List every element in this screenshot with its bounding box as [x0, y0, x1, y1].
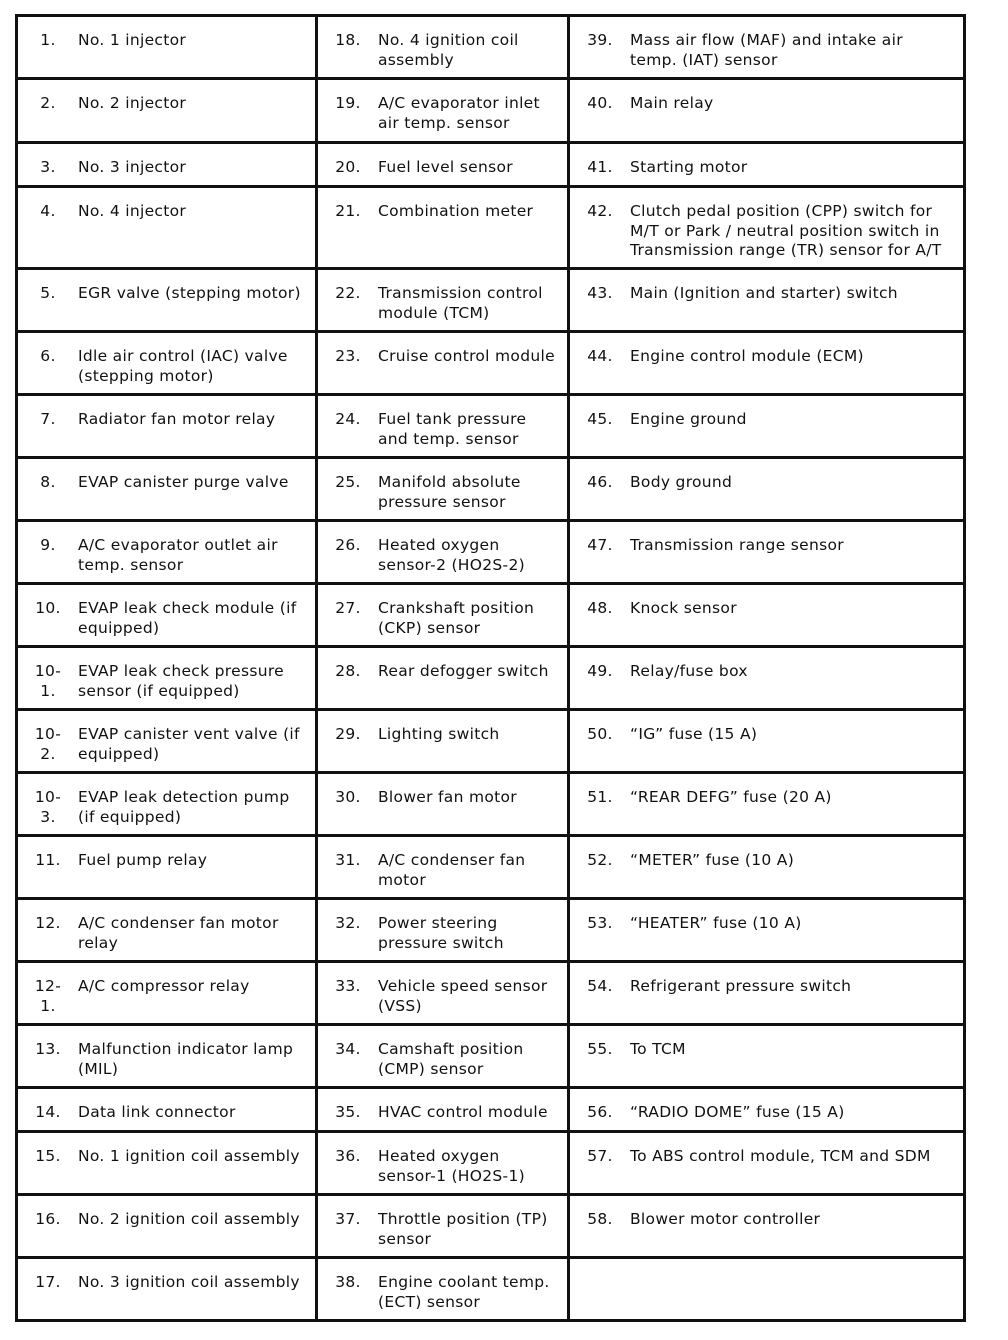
table-row: [17, 187, 965, 269]
legend-number: 57.: [587, 1147, 613, 1165]
legend-entry: [18, 900, 315, 953]
legend-entry: [570, 522, 963, 556]
legend-entry: [570, 963, 963, 997]
legend-entry: [318, 1089, 567, 1123]
legend-entry: [318, 900, 567, 953]
legend-number: 9.: [40, 536, 56, 554]
legend-cell: [569, 269, 965, 332]
legend-entry: [18, 1133, 315, 1167]
legend-entry: [318, 963, 567, 1016]
legend-label: Manifold absolute pressure sensor: [378, 473, 521, 511]
legend-entry: [318, 17, 567, 70]
legend-number: 47.: [587, 536, 613, 554]
table-row: [17, 1025, 965, 1088]
legend-cell: [17, 1025, 317, 1088]
legend-number: 28.: [335, 662, 361, 680]
legend-cell: [17, 79, 317, 143]
legend-entry: [18, 648, 315, 701]
legend-number: 18.: [335, 31, 361, 49]
legend-cell: [569, 458, 965, 521]
table-row: [17, 962, 965, 1025]
legend-label: Main (Ignition and starter) switch: [630, 284, 898, 302]
legend-label: Cruise control module: [378, 347, 555, 365]
legend-entry: [18, 270, 315, 304]
legend-label: EVAP leak check module (if equipped): [78, 599, 297, 637]
legend-number: 39.: [587, 31, 613, 49]
legend-label: Power steering pressure switch: [378, 914, 504, 952]
legend-label: A/C evaporator inlet air temp. sensor: [378, 94, 540, 132]
legend-label: Rear defogger switch: [378, 662, 549, 680]
legend-cell: [17, 584, 317, 647]
table-row: [17, 1258, 965, 1321]
legend-entry: [18, 1026, 315, 1079]
legend-number: 15.: [35, 1147, 61, 1165]
legend-number: 5.: [40, 284, 56, 302]
legend-entry: [318, 188, 567, 222]
legend-cell: [569, 647, 965, 710]
legend-table-body: [17, 16, 965, 1321]
legend-label: Engine coolant temp. (ECT) sensor: [378, 1273, 550, 1311]
legend-cell: [569, 1258, 965, 1321]
legend-entry: [570, 396, 963, 430]
legend-label: “METER” fuse (10 A): [630, 851, 795, 869]
legend-entry: [570, 1196, 963, 1230]
legend-label: Fuel tank pressure and temp. sensor: [378, 410, 527, 448]
legend-entry: [570, 1089, 963, 1123]
legend-number: 52.: [587, 851, 613, 869]
table-row: [17, 1088, 965, 1132]
legend-cell: [17, 773, 317, 836]
table-row: [17, 1132, 965, 1195]
legend-label: Camshaft position (CMP) sensor: [378, 1040, 524, 1078]
legend-cell: [317, 710, 569, 773]
legend-number: 16.: [35, 1210, 61, 1228]
table-row: [17, 521, 965, 584]
table-row: [17, 584, 965, 647]
legend-label: Radiator fan motor relay: [78, 410, 276, 428]
legend-cell: [17, 16, 317, 79]
legend-label: Combination meter: [378, 202, 534, 220]
table-row: [17, 773, 965, 836]
legend-label: Relay/fuse box: [630, 662, 748, 680]
legend-number: 10- 2.: [34, 725, 62, 763]
legend-number: 4.: [40, 202, 56, 220]
legend-entry: [318, 1026, 567, 1079]
legend-number: 49.: [587, 662, 613, 680]
legend-number: 21.: [335, 202, 361, 220]
table-row: [17, 16, 965, 79]
legend-label: “RADIO DOME” fuse (15 A): [630, 1103, 845, 1121]
legend-entry: [318, 270, 567, 323]
legend-cell: [17, 332, 317, 395]
legend-cell: [317, 1195, 569, 1258]
legend-number: 30.: [335, 788, 361, 806]
legend-cell: [317, 143, 569, 187]
legend-cell: [569, 395, 965, 458]
legend-label: Heated oxygen sensor-1 (HO2S-1): [378, 1147, 525, 1185]
legend-number: 13.: [35, 1040, 61, 1058]
table-row: [17, 332, 965, 395]
legend-label: HVAC control module: [378, 1103, 548, 1121]
legend-number: 12.: [35, 914, 61, 932]
legend-entry: [318, 1259, 567, 1312]
legend-entry: [18, 837, 315, 871]
legend-label: Malfunction indicator lamp (MIL): [78, 1040, 294, 1078]
legend-cell: [317, 332, 569, 395]
legend-number: 44.: [587, 347, 613, 365]
legend-cell: [17, 458, 317, 521]
legend-number: 34.: [335, 1040, 361, 1058]
legend-number: 20.: [335, 158, 361, 176]
legend-number: 25.: [335, 473, 361, 491]
legend-entry: [318, 774, 567, 808]
legend-number: 46.: [587, 473, 613, 491]
legend-entry: [570, 711, 963, 745]
table-row: [17, 269, 965, 332]
legend-number: 22.: [335, 284, 361, 302]
legend-cell: [317, 1132, 569, 1195]
legend-entry: [570, 837, 963, 871]
legend-entry: [318, 1196, 567, 1249]
legend-entry: [18, 80, 315, 114]
legend-cell: [317, 962, 569, 1025]
legend-label: “IG” fuse (15 A): [630, 725, 758, 743]
legend-label: A/C condenser fan motor: [378, 851, 526, 889]
legend-entry: [570, 1133, 963, 1167]
legend-entry: [570, 80, 963, 114]
table-row: [17, 899, 965, 962]
legend-entry: [570, 144, 963, 178]
legend-label: No. 2 injector: [78, 94, 187, 112]
table-row: [17, 1195, 965, 1258]
legend-label: “HEATER” fuse (10 A): [630, 914, 802, 932]
legend-number: 56.: [587, 1103, 613, 1121]
legend-label: No. 4 injector: [78, 202, 187, 220]
legend-number: 40.: [587, 94, 613, 112]
legend-label: No. 3 injector: [78, 158, 187, 176]
legend-number: 26.: [335, 536, 361, 554]
legend-label: Mass air flow (MAF) and intake air temp. (IAT) sensor: [630, 31, 903, 69]
legend-cell: [17, 836, 317, 899]
legend-cell: [17, 899, 317, 962]
legend-label: Fuel level sensor: [378, 158, 513, 176]
legend-entry: [18, 144, 315, 178]
legend-number: 51.: [587, 788, 613, 806]
legend-entry: [318, 144, 567, 178]
legend-cell: [569, 836, 965, 899]
legend-number: 24.: [335, 410, 361, 428]
legend-label: No. 3 ignition coil assembly: [78, 1273, 300, 1291]
legend-number: 1.: [40, 31, 56, 49]
legend-cell: [317, 1025, 569, 1088]
legend-label: Starting motor: [630, 158, 748, 176]
legend-number: 12- 1.: [34, 977, 62, 1015]
legend-cell: [317, 584, 569, 647]
legend-label: No. 1 injector: [78, 31, 187, 49]
legend-number: 6.: [40, 347, 56, 365]
component-legend-table: [15, 14, 966, 1322]
legend-entry: [570, 270, 963, 304]
table-row: [17, 458, 965, 521]
legend-cell: [569, 16, 965, 79]
legend-cell: [569, 1195, 965, 1258]
legend-label: A/C condenser fan motor relay: [78, 914, 279, 952]
legend-number: 23.: [335, 347, 361, 365]
legend-label: Crankshaft position (CKP) sensor: [378, 599, 535, 637]
legend-number: 54.: [587, 977, 613, 995]
legend-entry: [18, 1259, 315, 1293]
legend-cell: [569, 1025, 965, 1088]
legend-label: Transmission control module (TCM): [378, 284, 543, 322]
legend-cell: [17, 962, 317, 1025]
legend-cell: [569, 1132, 965, 1195]
legend-label: No. 1 ignition coil assembly: [78, 1147, 300, 1165]
legend-cell: [17, 395, 317, 458]
legend-cell: [569, 79, 965, 143]
legend-entry: [570, 774, 963, 808]
legend-label: Engine ground: [630, 410, 747, 428]
legend-cell: [317, 521, 569, 584]
legend-number: 33.: [335, 977, 361, 995]
legend-label: Lighting switch: [378, 725, 500, 743]
legend-label: EVAP leak check pressure sensor (if equipped): [78, 662, 284, 700]
legend-cell: [17, 1088, 317, 1132]
legend-cell: [317, 899, 569, 962]
table-row: [17, 143, 965, 187]
legend-cell: [17, 1132, 317, 1195]
legend-cell: [17, 269, 317, 332]
legend-entry: [18, 1196, 315, 1230]
table-row: [17, 647, 965, 710]
legend-number: 58.: [587, 1210, 613, 1228]
legend-entry: [18, 459, 315, 493]
legend-label: To TCM: [630, 1040, 686, 1058]
legend-cell: [569, 143, 965, 187]
legend-label: No. 4 ignition coil assembly: [378, 31, 519, 69]
legend-number: 55.: [587, 1040, 613, 1058]
legend-cell: [569, 187, 965, 269]
legend-cell: [17, 187, 317, 269]
table-row: [17, 836, 965, 899]
legend-cell: [317, 1088, 569, 1132]
legend-entry: [18, 188, 315, 222]
legend-entry: [570, 459, 963, 493]
legend-entry: [318, 837, 567, 890]
legend-number: 19.: [335, 94, 361, 112]
legend-entry: [18, 711, 315, 764]
legend-label: Blower motor controller: [630, 1210, 821, 1228]
legend-cell: [317, 79, 569, 143]
legend-cell: [17, 1195, 317, 1258]
legend-entry: [318, 396, 567, 449]
legend-entry: [570, 188, 963, 261]
legend-entry: [18, 774, 315, 827]
legend-number: 50.: [587, 725, 613, 743]
legend-entry: [318, 585, 567, 638]
legend-cell: [569, 710, 965, 773]
legend-number: 7.: [40, 410, 56, 428]
legend-entry: [318, 711, 567, 745]
legend-cell: [17, 647, 317, 710]
legend-entry: [570, 1259, 963, 1273]
legend-number: 2.: [40, 94, 56, 112]
legend-entry: [570, 585, 963, 619]
legend-entry: [318, 333, 567, 367]
legend-label: Heated oxygen sensor-2 (HO2S-2): [378, 536, 525, 574]
legend-cell: [317, 16, 569, 79]
legend-cell: [317, 187, 569, 269]
legend-cell: [569, 962, 965, 1025]
legend-cell: [17, 1258, 317, 1321]
legend-number: 31.: [335, 851, 361, 869]
legend-label: Throttle position (TP) sensor: [378, 1210, 548, 1248]
legend-number: 27.: [335, 599, 361, 617]
legend-cell: [317, 458, 569, 521]
legend-label: Vehicle speed sensor (VSS): [378, 977, 548, 1015]
legend-entry: [18, 522, 315, 575]
legend-cell: [569, 773, 965, 836]
legend-label: EVAP canister purge valve: [78, 473, 289, 491]
legend-entry: [570, 333, 963, 367]
legend-cell: [17, 710, 317, 773]
legend-label: No. 2 ignition coil assembly: [78, 1210, 300, 1228]
legend-number: 10- 1.: [34, 662, 62, 700]
legend-entry: [18, 1089, 315, 1123]
legend-number: 36.: [335, 1147, 361, 1165]
legend-label: EVAP leak detection pump (if equipped): [78, 788, 290, 826]
legend-number: 17.: [35, 1273, 61, 1291]
legend-label: Knock sensor: [630, 599, 737, 617]
legend-entry: [570, 648, 963, 682]
legend-label: “REAR DEFG” fuse (20 A): [630, 788, 832, 806]
legend-number: 45.: [587, 410, 613, 428]
legend-label: Body ground: [630, 473, 733, 491]
legend-entry: [18, 963, 315, 1016]
legend-cell: [317, 773, 569, 836]
legend-entry: [18, 333, 315, 386]
legend-number: 48.: [587, 599, 613, 617]
legend-number: 42.: [587, 202, 613, 220]
legend-label: Data link connector: [78, 1103, 236, 1121]
legend-cell: [317, 836, 569, 899]
legend-entry: [570, 1026, 963, 1060]
legend-label: Clutch pedal position (CPP) switch for M/T or Park / neutral position switch in Transmission range (TR) sensor for A/T: [630, 202, 942, 259]
legend-cell: [17, 143, 317, 187]
legend-entry: [18, 585, 315, 638]
legend-label: EGR valve (stepping motor): [78, 284, 301, 302]
legend-entry: [318, 80, 567, 133]
legend-number: 35.: [335, 1103, 361, 1121]
legend-entry: [318, 1133, 567, 1186]
legend-entry: [570, 900, 963, 934]
legend-cell: [569, 521, 965, 584]
legend-label: Engine control module (ECM): [630, 347, 864, 365]
legend-cell: [569, 1088, 965, 1132]
legend-cell: [569, 332, 965, 395]
legend-entry: [318, 648, 567, 682]
legend-number: 41.: [587, 158, 613, 176]
legend-label: Fuel pump relay: [78, 851, 208, 869]
table-row: [17, 395, 965, 458]
legend-entry: [18, 17, 315, 51]
legend-cell: [317, 647, 569, 710]
legend-number: 3.: [40, 158, 56, 176]
legend-label: A/C evaporator outlet air temp. sensor: [78, 536, 278, 574]
legend-number: 14.: [35, 1103, 61, 1121]
legend-cell: [317, 1258, 569, 1321]
legend-label: A/C compressor relay: [78, 977, 250, 995]
legend-number: 10.: [35, 599, 61, 617]
legend-number: 8.: [40, 473, 56, 491]
legend-cell: [317, 395, 569, 458]
legend-cell: [317, 269, 569, 332]
legend-cell: [569, 584, 965, 647]
legend-entry: [318, 522, 567, 575]
legend-label: EVAP canister vent valve (if equipped): [78, 725, 300, 763]
legend-number: 37.: [335, 1210, 361, 1228]
legend-number: 29.: [335, 725, 361, 743]
legend-cell: [569, 899, 965, 962]
legend-entry: [318, 459, 567, 512]
legend-label: Refrigerant pressure switch: [630, 977, 852, 995]
legend-number: 10- 3.: [34, 788, 62, 826]
legend-label: Main relay: [630, 94, 714, 112]
legend-label: To ABS control module, TCM and SDM: [630, 1147, 931, 1165]
table-row: [17, 710, 965, 773]
legend-number: 11.: [35, 851, 61, 869]
table-row: [17, 79, 965, 143]
legend-number: 38.: [335, 1273, 361, 1291]
legend-cell: [17, 521, 317, 584]
legend-number: 53.: [587, 914, 613, 932]
legend-number: 43.: [587, 284, 613, 302]
legend-entry: [18, 396, 315, 430]
legend-label: Transmission range sensor: [630, 536, 844, 554]
legend-label: Blower fan motor: [378, 788, 517, 806]
legend-number: 32.: [335, 914, 361, 932]
legend-label: Idle air control (IAC) valve (stepping motor): [78, 347, 288, 385]
legend-entry: [570, 17, 963, 70]
